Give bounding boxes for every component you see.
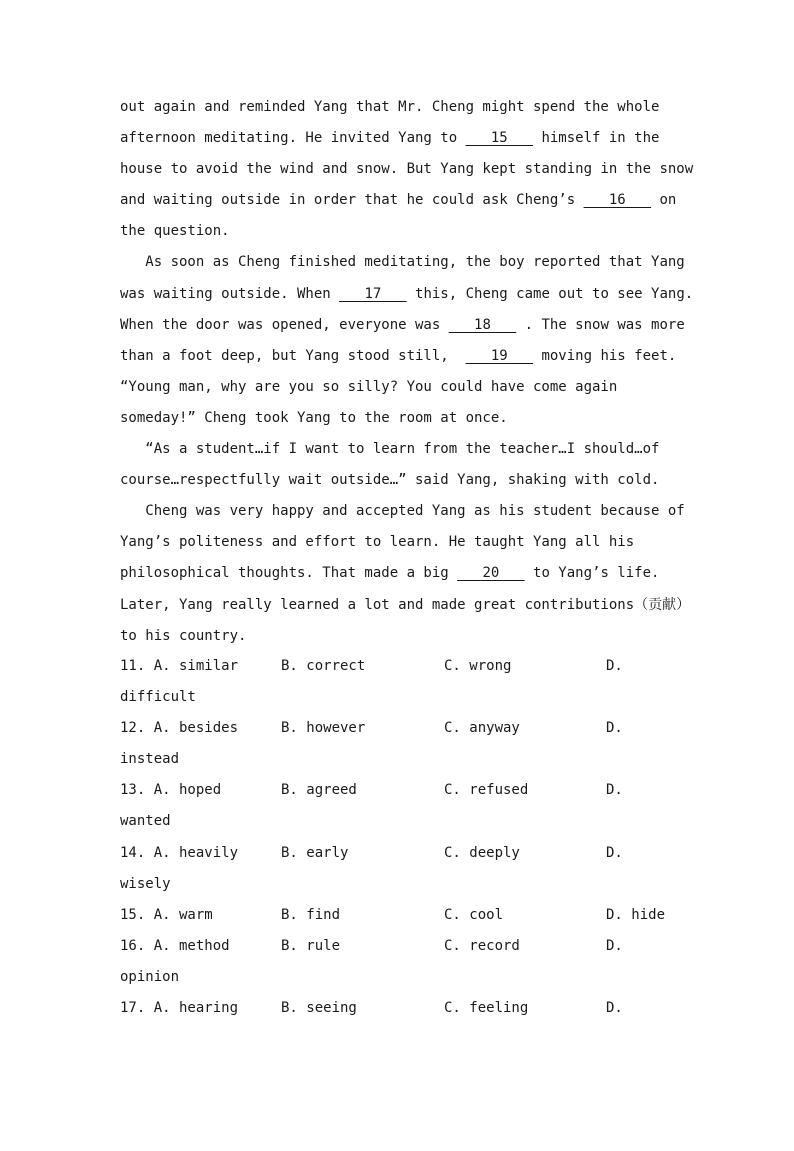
passage-text: someday!” Cheng took Yang to the room at once. xyxy=(120,409,508,426)
option-c: C. anyway xyxy=(444,720,520,737)
passage-text: As soon as Cheng finished meditating, the boy reported that Yang xyxy=(120,254,685,271)
passage-text: philosophical thoughts. That made a big xyxy=(120,565,458,582)
passage-text: moving his feet. xyxy=(533,347,677,364)
passage-text: course…respectfully wait outside…” said Yang, shaking with cold. xyxy=(120,472,660,489)
option-a: 14. A. heavily xyxy=(120,844,239,861)
option-wrap-line xyxy=(120,746,680,777)
passage-text: afternoon meditating. He invited Yang to xyxy=(120,130,466,147)
option-b: B. rule xyxy=(281,937,341,954)
passage-line xyxy=(120,592,691,623)
passage-line xyxy=(120,436,668,467)
passage-line xyxy=(120,467,668,498)
blank-15: ___15___ xyxy=(465,130,534,147)
passage-text: house to avoid the wind and snow. But Yang kept standing in the snow xyxy=(120,161,694,178)
option-c: C. deeply xyxy=(444,844,520,861)
option-c: C. feeling xyxy=(444,1000,529,1017)
option-wrap-line xyxy=(120,808,680,839)
passage-text: and waiting outside in order that he could ask Cheng’s xyxy=(120,192,584,209)
passage-line xyxy=(120,623,668,654)
passage-text: to his country. xyxy=(120,627,247,644)
passage-line xyxy=(120,343,677,374)
passage-text: “Young man, why are you so silly? You could have come again xyxy=(120,378,618,395)
option-b: B. early xyxy=(281,844,349,861)
option-wrap-line xyxy=(120,964,680,995)
option-b: B. find xyxy=(281,906,341,923)
passage-line xyxy=(120,498,685,529)
blank-17: ___17___ xyxy=(339,285,407,302)
option-a: 12. A. besides xyxy=(120,720,239,737)
passage-line xyxy=(120,560,668,591)
passage-text: to Yang’s life. xyxy=(524,565,660,582)
question-row xyxy=(120,653,680,684)
question-row xyxy=(120,995,680,1026)
passage-line xyxy=(120,94,668,125)
reading-passage xyxy=(120,94,694,654)
option-d-text: wanted xyxy=(120,813,171,830)
option-d: D. xyxy=(606,1000,623,1017)
blank-20: ___20___ xyxy=(457,565,525,582)
option-b: B. agreed xyxy=(281,782,357,799)
option-b: B. correct xyxy=(281,658,366,674)
option-a: 15. A. warm xyxy=(120,906,213,923)
passage-text: the question. xyxy=(120,223,230,240)
passage-text: Cheng was very happy and accepted Yang as his student because of xyxy=(120,503,685,520)
option-d: D. xyxy=(606,720,623,737)
option-d: D. xyxy=(606,782,623,799)
passage-line xyxy=(120,249,685,280)
passage-text: on xyxy=(651,192,677,209)
passage-line xyxy=(120,405,668,436)
passage-text: Yang’s politeness and effort to learn. He taught Yang all his xyxy=(120,534,635,551)
option-b: B. however xyxy=(281,720,366,737)
option-wrap-line xyxy=(120,684,680,715)
option-d: D. xyxy=(606,844,623,861)
question-row xyxy=(120,715,680,746)
passage-text: . The snow was more xyxy=(516,316,685,333)
option-d: D. xyxy=(606,658,623,674)
passage-text: himself in the xyxy=(533,130,660,147)
option-c: C. record xyxy=(444,937,520,954)
question-options xyxy=(120,653,680,1026)
option-c: C. wrong xyxy=(444,658,512,674)
passage-line xyxy=(120,125,668,156)
blank-19: ___19___ xyxy=(465,347,534,364)
question-row xyxy=(120,777,680,808)
blank-16: ___16___ xyxy=(583,192,652,209)
passage-line xyxy=(120,187,677,218)
passage-text: than a foot deep, but Yang stood still, xyxy=(120,347,466,364)
option-c: C. cool xyxy=(444,906,504,923)
blank-18: ___18___ xyxy=(448,316,517,333)
option-d-text: instead xyxy=(120,751,180,768)
passage-line xyxy=(120,374,668,405)
question-row xyxy=(120,933,680,964)
option-a: 17. A. hearing xyxy=(120,1000,239,1017)
passage-text: was waiting outside. When xyxy=(120,285,340,302)
passage-text: “As a student…if I want to learn from the teacher…I should…of xyxy=(120,441,660,458)
passage-text: Later, Yang really learned a lot and made great contributions（贡献） xyxy=(120,596,691,613)
option-a: 11. A. similar xyxy=(120,658,239,674)
passage-text: this, Cheng came out to see Yang. xyxy=(406,285,694,302)
passage-text: out again and reminded Yang that Mr. Cheng might spend the whole xyxy=(120,99,660,115)
option-d: D. hide xyxy=(606,906,666,923)
option-c: C. refused xyxy=(444,782,529,799)
passage-line xyxy=(120,218,668,249)
option-wrap-line xyxy=(120,871,680,902)
passage-line xyxy=(120,529,668,560)
passage-line xyxy=(120,156,694,187)
passage-text: When the door was opened, everyone was xyxy=(120,316,449,333)
question-row xyxy=(120,840,680,871)
option-d-text: difficult xyxy=(120,689,196,706)
option-d-text: wisely xyxy=(120,875,171,892)
question-row xyxy=(120,902,680,933)
option-a: 13. A. hoped xyxy=(120,782,222,799)
option-d: D. xyxy=(606,937,623,954)
passage-line xyxy=(120,281,694,312)
passage-line xyxy=(120,312,685,343)
option-a: 16. A. method xyxy=(120,937,230,954)
option-d-text: opinion xyxy=(120,968,180,985)
option-b: B. seeing xyxy=(281,1000,357,1017)
